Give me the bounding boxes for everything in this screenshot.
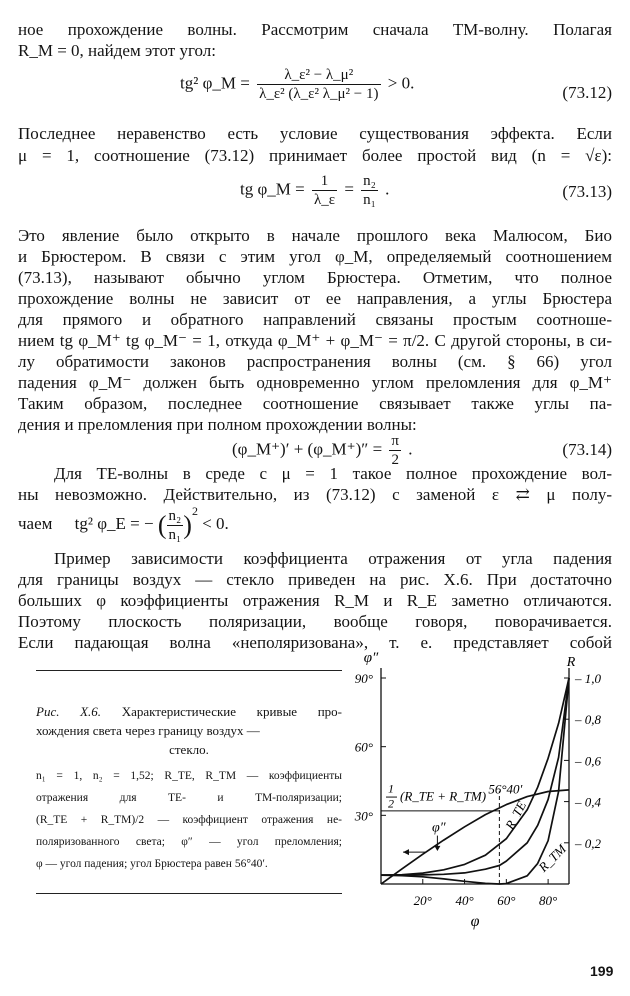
y-right-tick-label: – 0,2: [575, 835, 601, 851]
x-tick-label: 20°: [413, 893, 432, 908]
x-tick-label: 40°: [455, 893, 474, 908]
fraction-denominator: λ_ε² (λ_ε² λ_μ² − 1): [259, 86, 379, 102]
x-axis-label: φ: [470, 913, 480, 930]
y-right-tick-label: – 0,6: [575, 753, 601, 769]
equation-prefix: чаем: [18, 514, 53, 533]
equation-tail: .: [385, 179, 390, 199]
equation-lhs: tg² φ_E = −: [74, 514, 154, 533]
equation-tail: < 0.: [202, 514, 229, 533]
rtm-curve: [381, 678, 569, 884]
figure-caption-line: [36, 703, 342, 720]
y-right-tick-label: – 0,8: [575, 712, 601, 728]
text-line: для границы воздух — стекло приведен на рис. X.6. При достаточно: [18, 570, 612, 589]
caption-rule-top: [36, 670, 342, 671]
page-number: 199: [590, 963, 614, 979]
equation-73-13: [240, 172, 389, 209]
text-line: ное прохождение волны. Рассмотрим сначала ТМ-волну. Полагая: [18, 20, 612, 39]
mean-label-denominator: 2: [388, 796, 394, 811]
text-line: ны невозможно. Действительно, из (73.12) с заменой ε ⇄ μ полу-: [18, 485, 612, 504]
rte-label: R_TE: [502, 798, 530, 832]
mean-reflection-curve: [381, 678, 569, 875]
phi-arrow-head: [403, 849, 409, 855]
y-axis-right-label: R: [566, 655, 576, 670]
figure-caption-line: хождения света через границу воздух —: [36, 723, 260, 738]
text-line: Пример зависимости коэффициента отражения от угла падения: [54, 549, 612, 568]
figure-note-line: n₁ = 1, n₂ = 1,52; R_TE, R_TM — коэффициенты: [36, 770, 342, 782]
y-left-tick-label: 30°: [354, 808, 373, 824]
text-line: падения φ_M⁻ должен быть одновременно углом преломления для φ_M⁺: [18, 373, 612, 392]
fraction-numerator: n₂: [363, 173, 376, 189]
text-line: Таким образом, последнее соотношение связывает также углы па-: [18, 394, 612, 413]
rtm-label: R_TM: [535, 841, 570, 875]
text-line: Для ТЕ-волны в среде с μ = 1 такое полное прохождение вол-: [54, 464, 612, 483]
equation-fraction: [257, 66, 380, 103]
mean-label-text: (R_TE + R_TM): [400, 788, 487, 804]
text-line: нием tg φ_M⁺ tg φ_M⁻ = 1, откуда φ_M⁺ + φ_M⁻ = π/2. С другой стороны, в си-: [18, 331, 612, 350]
equation-tail: .: [408, 439, 413, 459]
text-line: Если падающая волна «неполяризована», т. е. представляет собой: [18, 633, 612, 652]
equation-number: (73.12): [562, 83, 612, 102]
equation-fraction: [361, 172, 378, 209]
fraction-numerator: n₂: [168, 507, 182, 524]
equation-te: чаем tg² φ_E = − ( $\frac{\text{n₂}}{\text{n₁}}$ )$^2$ < 0.: [18, 504, 229, 543]
fraction-numerator: π: [391, 433, 399, 449]
figure-note-line: φ — угол падения; угол Брюстера равен 56°40′.: [36, 858, 268, 870]
phi2-label: φ″: [432, 820, 446, 836]
y-right-tick-label: – 1,0: [575, 671, 601, 686]
fraction-denominator: n₁: [168, 526, 182, 543]
text-line: и Брюстером. В связи с этим угол φ_M, определяемый соотношением: [18, 247, 612, 266]
text-line: μ = 1, соотношение (73.12) принимает более простой вид (n = √ε):: [18, 146, 612, 165]
text-line: прохождение волны не зависит от ее направления, а углы Брюстера: [18, 289, 612, 308]
text-line: для прямого и обратного направлений связаны простым соотноше-: [18, 310, 612, 329]
equation-fraction: [167, 507, 184, 544]
equation-exponent: 2: [191, 504, 198, 518]
equation-73-12: [180, 66, 414, 103]
text-line: больших φ коэффициенты отражения R_M и R_E заметно отличаются.: [18, 591, 612, 610]
equation-lhs: tg φ_M =: [240, 179, 305, 199]
brewster-label: 56°40′: [488, 781, 523, 797]
figure-note-line: поляризованного света; φ″ — угол преломления;: [36, 836, 342, 848]
phi-refraction-curve: [381, 790, 569, 884]
equals-sign: =: [344, 179, 354, 199]
text-line: дения и преломления при полном прохождении волны:: [18, 415, 417, 434]
equation-lhs: tg² φ_M =: [180, 73, 250, 93]
y-axis-left-label: φ″: [363, 650, 379, 666]
fraction-denominator: λ_ε: [314, 192, 336, 208]
figure-caption-line: стекло.: [169, 742, 209, 757]
text-line: (73.13), называют обычно углом Брюстера. Отметим, что полное: [18, 268, 612, 287]
figure-label: Рис. X.6.: [36, 704, 102, 719]
text-line: лу обратимости законов распространения волны (см. § 66) угол: [18, 352, 612, 371]
fraction-denominator: n₁: [363, 192, 376, 208]
fraction-numerator: λ_ε² − λ_μ²: [257, 66, 380, 85]
text-line: Поэтому плоскость поляризации, вообще говоря, поворачивается.: [18, 612, 612, 631]
x-tick-label: 80°: [539, 893, 558, 908]
text-line: Последнее неравенство есть условие существования эффекта. Если: [18, 124, 612, 143]
mean-label-numerator: 1: [388, 781, 394, 796]
x-tick-label: 60°: [497, 893, 516, 908]
caption-rule-bottom: [36, 893, 342, 894]
text-line: R_M = 0, найдем этот угол:: [18, 41, 216, 60]
equation-rhs: > 0.: [387, 73, 415, 93]
fraction-denominator: 2: [391, 452, 399, 468]
y-left-tick-label: 60°: [354, 739, 373, 755]
equation-number: (73.13): [562, 182, 612, 201]
equation-number: (73.14): [562, 440, 612, 459]
equation-fraction: [312, 172, 337, 209]
caption-text: Характеристические кривые про-: [121, 704, 342, 719]
fraction-numerator: 1: [312, 172, 337, 191]
figure-note-line: отражения для ТЕ- и ТМ-поляризации;: [36, 792, 342, 804]
figure-note-line: (R_TE + R_TM)/2 — коэффициент отражения не-: [36, 814, 342, 826]
y-right-tick-label: – 0,4: [575, 794, 601, 810]
y-left-tick-label: 90°: [354, 671, 373, 686]
equation-lhs: (φ_M⁺)′ + (φ_M⁺)″ =: [232, 439, 383, 459]
phi2-arrow: [434, 846, 440, 851]
text-line: Это явление было открыто в начале прошлого века Малюсом, Био: [18, 226, 612, 245]
rte-curve: [381, 678, 569, 875]
